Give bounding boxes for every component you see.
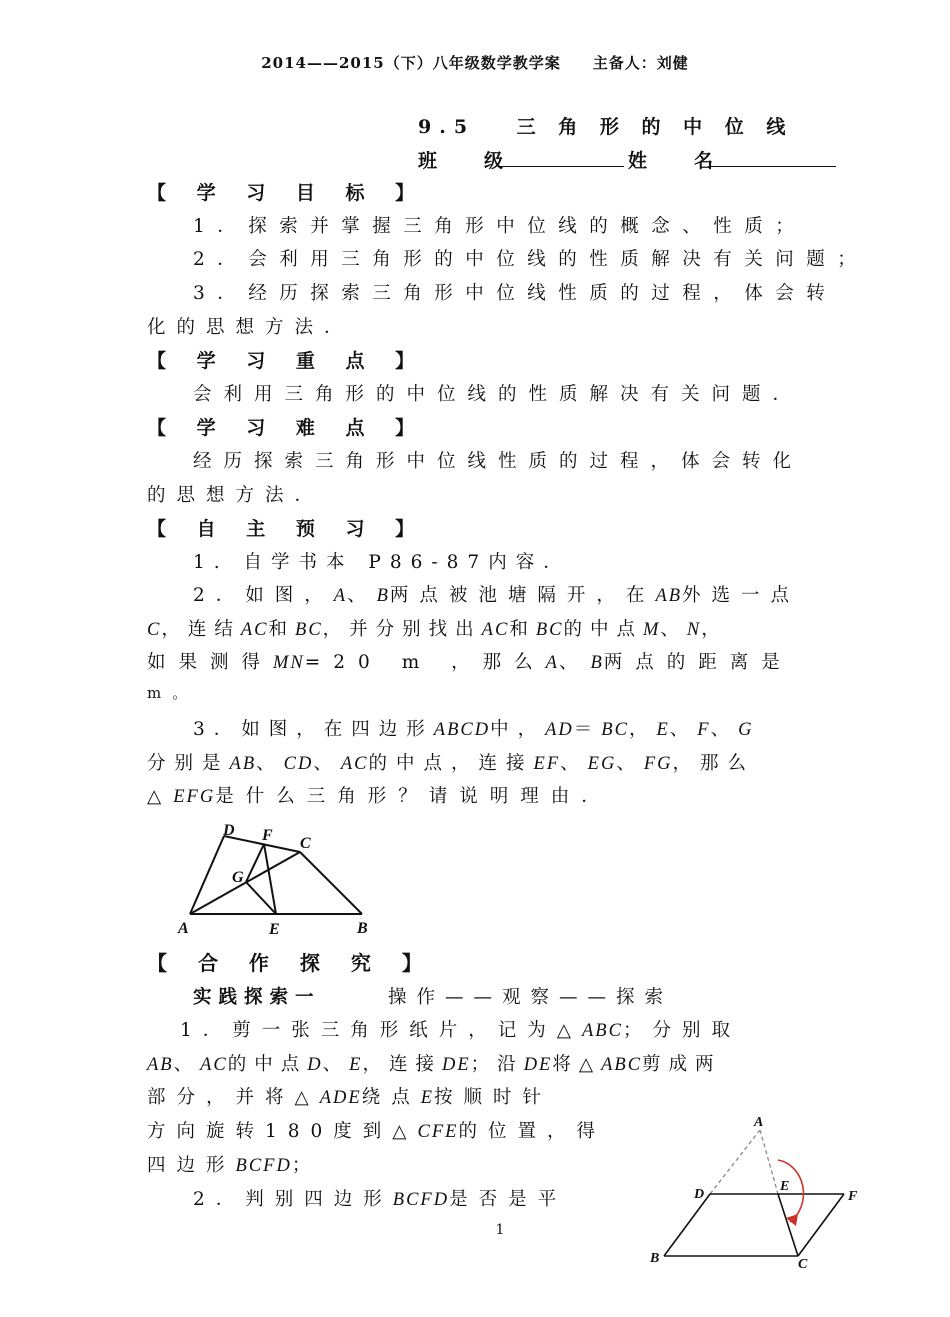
explore-1-line4: 方向旋转180度到△CFE的位置，得 (147, 1121, 607, 1142)
segment-AC (190, 852, 300, 914)
preview-2-line2: C，连结AC和BC，并分别找出AC和BC的中点M、N， (147, 619, 728, 640)
difficulty-text: 经历探索三角形中位线性质的过程，体会转化 (193, 451, 804, 472)
label-A: A (754, 1115, 764, 1130)
goal-2: 2．会利用三角形的中位线的性质解决有关问题； (193, 249, 869, 270)
section-preview: 【 自 主 预 习 】 (147, 518, 427, 540)
preview-3-line1: 3．如图，在四边形ABCD中，AD＝BC，E、F、G (193, 719, 754, 740)
label-C: C (798, 1257, 808, 1272)
section-difficulty: 【 学 习 难 点 】 (147, 417, 427, 439)
label-C: C (300, 835, 311, 852)
difficulty-text-cont: 的思想方法． (147, 485, 325, 506)
label-D: D (223, 822, 235, 839)
preview-3-line2: 分别是AB、CD、AC的中点，连接EF、EG、FG，那么 (147, 753, 756, 774)
goal-1: 1．探索并掌握三角形中位线的概念、性质； (193, 216, 807, 237)
page-header: 2014——2015（下）八年级数学教学案 主备人：刘健 (261, 54, 689, 72)
quadrilateral-figure (176, 818, 376, 938)
class-blank (498, 146, 624, 167)
explore-heading: 实践探索一 (193, 987, 321, 1008)
explore-heading-sub: 操作——观察——探索 (388, 987, 674, 1008)
goal-3-cont: 化的思想方法． (147, 317, 354, 338)
explore-1-line5: 四边形BCFD； (147, 1155, 322, 1176)
section-goals: 【 学 习 目 标 】 (147, 182, 427, 204)
preview-2-line3: 如果测得MN=20 m ，那么A、B两点的距离是 (147, 652, 793, 673)
label-E: E (269, 921, 280, 938)
focus-text: 会利用三角形的中位线的性质解决有关问题． (193, 384, 804, 405)
label-B: B (357, 920, 368, 937)
class-label: 班 级 (418, 150, 518, 172)
label-F: F (848, 1189, 858, 1204)
explore-2-line1: 2．判别四边形BCFD是否是平 (193, 1189, 568, 1210)
preview-3-line3: △EFG是什么三角形？请说明理由． (147, 786, 612, 807)
label-B: B (650, 1251, 660, 1266)
goal-3: 3．经历探索三角形中位线性质的过程，体会转 (193, 283, 838, 304)
explore-1-line1: 1．剪一张三角形纸片，记为△ABC；分别取 (180, 1020, 741, 1041)
rotation-figure (640, 1110, 870, 1274)
explore-1-line3: 部分，并将△ADE绕点E按顺时针 (147, 1087, 553, 1108)
label-D: D (694, 1187, 705, 1202)
name-label: 姓 名 (628, 150, 728, 172)
dashed-segment-AD (710, 1130, 760, 1194)
dashed-segment-AE (760, 1130, 778, 1194)
label-E: E (780, 1179, 790, 1194)
label-F: F (262, 827, 273, 844)
segment-CB (300, 852, 362, 914)
label-A: A (178, 920, 189, 937)
section-explore: 【 合 作 探 究 】 (147, 951, 434, 975)
page-number: 1 (495, 1222, 505, 1238)
preview-2-line4: m。 (147, 684, 199, 702)
preview-1: 1. 自学书本 P86-87内容． (193, 552, 571, 573)
label-G: G (232, 869, 244, 886)
segment-AD (190, 836, 224, 914)
section-focus: 【 学 习 重 点 】 (147, 350, 427, 372)
explore-1-line2: AB、AC的中点D、E，连接DE；沿DE将△ABC剪成两 (147, 1054, 722, 1075)
name-blank (708, 146, 836, 167)
preview-2-line1: 2．如图，A、B两点被池塘隔开，在AB外选一点 (193, 585, 801, 606)
lesson-title: 9.5 三 角 形 的 中 位 线 (418, 116, 794, 138)
